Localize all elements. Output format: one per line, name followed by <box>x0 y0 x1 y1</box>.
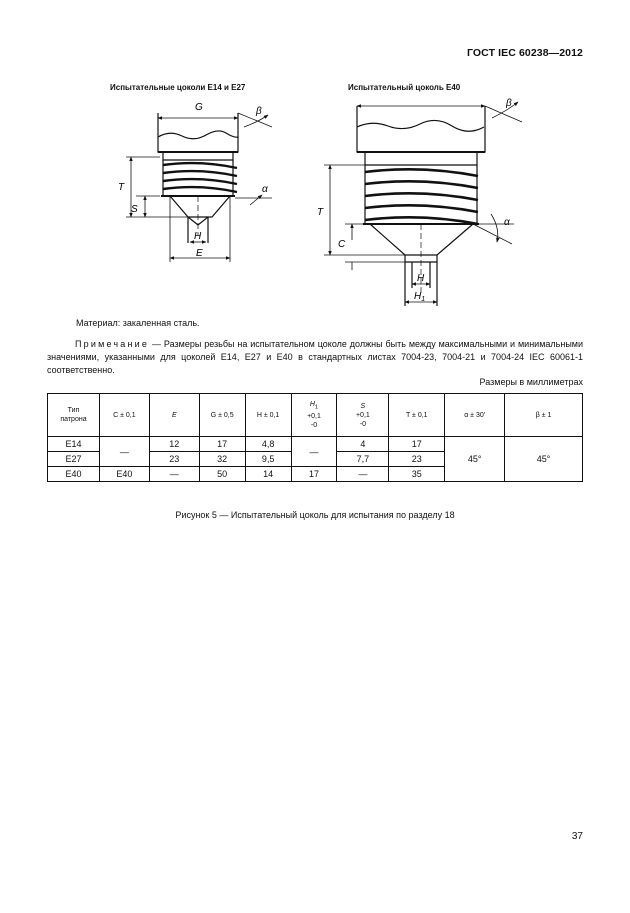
cell-e: 12 <box>149 437 199 452</box>
header-type: Тип патрона <box>48 394 100 437</box>
cell-t: 35 <box>389 467 445 482</box>
cell-h1: — <box>291 437 337 467</box>
cell-type: E27 <box>48 452 100 467</box>
left-label-s: S <box>131 204 138 215</box>
cell-h: 4,8 <box>245 437 291 452</box>
cell-g: 17 <box>199 437 245 452</box>
technical-drawing <box>0 0 630 320</box>
left-figure-title: Испытательные цоколи Е14 и Е27 <box>110 83 246 92</box>
table-header-row <box>48 394 583 437</box>
cell-c: — <box>99 437 149 467</box>
right-label-h1-sub: 1 <box>421 296 426 303</box>
left-label-g: G <box>195 102 203 113</box>
header-e: E <box>149 394 199 437</box>
right-label-beta: β <box>506 98 512 109</box>
left-label-t: T <box>118 182 125 193</box>
right-dimension-lines <box>324 102 522 302</box>
cell-g: 32 <box>199 452 245 467</box>
cell-h1: 17 <box>291 467 337 482</box>
left-label-h: H <box>194 231 202 242</box>
right-label-t: T <box>317 207 324 218</box>
header-t: T ± 0,1 <box>389 394 445 437</box>
cell-s: — <box>337 467 389 482</box>
right-label-c: C <box>338 239 346 250</box>
cell-e: 23 <box>149 452 199 467</box>
left-label-alpha: α <box>262 184 268 195</box>
cell-t: 17 <box>389 437 445 452</box>
right-label-h1 <box>414 291 425 303</box>
right-label-h1-main: H <box>414 291 422 302</box>
dimensions-table <box>47 393 583 482</box>
page-number: 37 <box>571 831 583 842</box>
cell-c: E40 <box>99 467 149 482</box>
note-label: Примечание <box>75 339 150 349</box>
figure-caption: Рисунок 5 — Испытательный цоколь для испытания по разделу 18 <box>175 510 455 520</box>
cell-h: 9,5 <box>245 452 291 467</box>
note-paragraph <box>47 338 583 377</box>
note-text: — Размеры резьбы на испытательном цоколе должны быть между максимальными и минимальными значениями, указанными для цоколей Е14, Е27 и Е40 в стандартных листах 7004-23, 7004-21 и 7004-24 IEC 60061-1 соответственно. <box>47 339 583 375</box>
document-header: ГОСТ IEC 60238—2012 <box>466 47 583 59</box>
cell-e: — <box>149 467 199 482</box>
cell-beta: 45° <box>505 437 583 482</box>
cell-s: 4 <box>337 437 389 452</box>
header-g: G ± 0,5 <box>199 394 245 437</box>
units-caption: Размеры в миллиметрах <box>479 377 583 387</box>
cell-s: 7,7 <box>337 452 389 467</box>
header-beta: β ± 1 <box>505 394 583 437</box>
cell-alpha: 45° <box>445 437 505 482</box>
right-label-h: H <box>417 273 425 284</box>
left-label-e: E <box>196 248 203 259</box>
material-note: Материал: закаленная сталь. <box>76 318 200 328</box>
header-c: C ± 0,1 <box>99 394 149 437</box>
right-figure-title: Испытательный цоколь Е40 <box>348 83 461 92</box>
header-alpha: α ± 30′ <box>445 394 505 437</box>
cell-h: 14 <box>245 467 291 482</box>
table-row <box>48 437 583 452</box>
cell-type: E14 <box>48 437 100 452</box>
right-label-alpha: α <box>504 217 510 228</box>
left-label-beta: β <box>256 106 262 117</box>
header-h1: $H_1$ +0,1 -0 <box>291 394 337 437</box>
cell-t: 23 <box>389 452 445 467</box>
header-s: S +0,1 -0 <box>337 394 389 437</box>
cell-g: 50 <box>199 467 245 482</box>
header-h: H ± 0,1 <box>245 394 291 437</box>
cell-type: E40 <box>48 467 100 482</box>
